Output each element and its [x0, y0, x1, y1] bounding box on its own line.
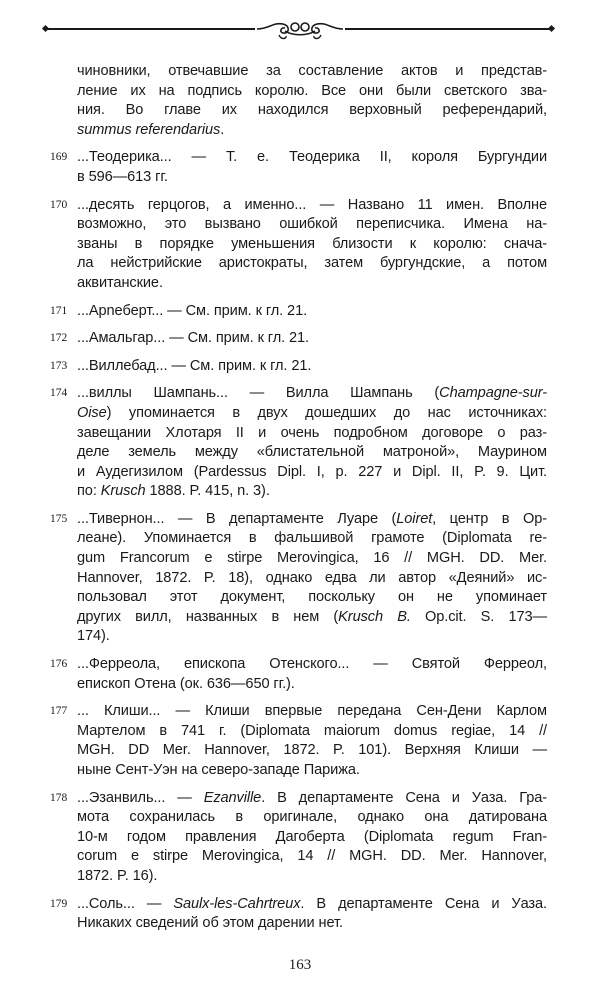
- text-line: [77, 82, 547, 102]
- text-line: [77, 215, 547, 235]
- footnote: [50, 895, 547, 934]
- text-run: ла нейстрийские аристократы, затем бургундские, а потом: [77, 255, 547, 272]
- text-run: Op.cit. S. 173—: [410, 608, 548, 625]
- text-run: ...Тивернон... — В департаменте Луаре (: [77, 510, 397, 527]
- text-run: 174).: [77, 628, 110, 645]
- text-line: [77, 867, 547, 887]
- footnote: [50, 302, 547, 322]
- text-run: , центр в Ор-: [432, 510, 547, 527]
- footnote: [50, 702, 547, 780]
- text-run: ...Амальгар... — См. прим. к гл. 21.: [77, 330, 310, 347]
- text-run: и Аудегизилом (Pardessus Dipl. I, p. 227 и Dipl. II, P. 9. Цит.: [77, 463, 547, 480]
- text-line: [77, 357, 547, 377]
- footnote: [50, 655, 547, 694]
- text-line: [77, 443, 547, 463]
- footnote-number: 169: [50, 151, 68, 164]
- text-line: [77, 235, 547, 255]
- italic-text: Saulx-les-Cahrtreux: [173, 895, 301, 912]
- rule-end-left: [42, 25, 49, 32]
- text-run: ) упоминается в двух дошедших до нас источниках:: [106, 404, 547, 421]
- text-line: [77, 608, 547, 628]
- text-run: ...Эзанвиль... —: [77, 789, 204, 806]
- text-run: corum e stirpe Merovingica, 14 // MGH. DD. Mer. Hannover,: [77, 848, 547, 865]
- text-run: леане). Упоминается в фальшивой грамоте (Diplomata re-: [77, 530, 547, 547]
- text-line: [77, 148, 547, 168]
- footnote-number: 175: [50, 512, 68, 525]
- text-run: ...Арneберт... — См. прим. к гл. 21.: [77, 302, 308, 319]
- text-run: других вилл, названных в нем (: [77, 608, 339, 625]
- text-line: [77, 914, 547, 934]
- footnote-number: 179: [50, 897, 68, 910]
- text-line: [77, 702, 547, 722]
- text-run: чиновники, отвечавшие за составление актов и представ-: [77, 63, 547, 79]
- text-line: [77, 274, 547, 294]
- text-run: . В департаменте Сена и Уаза.: [300, 895, 547, 912]
- text-line: [77, 588, 547, 608]
- text-run: деле земель между «блистательной матроной», Маурином: [77, 444, 547, 461]
- footnote: [50, 196, 547, 294]
- text-run: ...Соль... —: [77, 895, 174, 912]
- text-line: [77, 761, 547, 781]
- italic-text: Ezanville: [203, 789, 262, 806]
- text-line: [77, 741, 547, 761]
- text-run: ...виллы Шампань... — Вилла Шампань (: [77, 385, 440, 402]
- italic-text: Oise: [77, 404, 107, 421]
- text-run: .: [220, 121, 225, 138]
- notes-column: [50, 62, 548, 942]
- text-run: по:: [77, 483, 101, 500]
- text-line: [77, 895, 547, 915]
- footnote: [50, 510, 548, 647]
- text-run: пользовал этот документ, поскольку он не упоминает: [77, 589, 547, 606]
- italic-text: summus referendarius: [77, 121, 221, 138]
- italic-text: Krusch B.: [338, 608, 411, 625]
- text-line: [77, 404, 547, 424]
- text-line: [77, 384, 547, 404]
- text-line: [77, 62, 547, 82]
- footnote-number: 173: [50, 359, 68, 372]
- text-run: Никаких сведений об этом дарении нет.: [77, 915, 343, 932]
- text-run: мота сохранилась в оригинале, однако она датирована: [77, 809, 547, 826]
- text-line: [77, 655, 547, 675]
- text-line: [77, 424, 547, 444]
- text-run: ... Клиши... — Клиши впервые передана Сен-Дени Карлом: [77, 703, 547, 720]
- text-run: в 596—613 гг.: [77, 168, 168, 185]
- text-run: ...Виллебад... — См. прим. к гл. 21.: [77, 357, 312, 374]
- footnote-number: 177: [50, 705, 68, 718]
- text-line: [77, 847, 547, 867]
- text-line: [77, 482, 547, 502]
- text-line: [77, 828, 547, 848]
- intro-paragraph: [77, 62, 547, 140]
- footnote-number: 170: [50, 198, 68, 211]
- footnote: [50, 789, 547, 887]
- text-line: [77, 722, 547, 742]
- text-line: [77, 627, 547, 647]
- text-line: [77, 510, 547, 530]
- footnote: [50, 329, 547, 349]
- text-line: [77, 302, 547, 322]
- text-run: gum Francorum e stirpe Merovingica, 16 // MGH. DD. Mer.: [77, 550, 547, 567]
- text-run: ...десять герцогов, а именно... — Названо 11 имен. Вполне: [77, 196, 547, 213]
- text-run: . В департаменте Сена и Уаза. Гра-: [261, 789, 547, 806]
- text-run: MGH. DD Mer. Hannover, 1872. P. 101). Верхняя Клиши —: [77, 742, 547, 759]
- text-run: 1888. P. 415, n. 3).: [145, 483, 270, 500]
- text-run: Hannover, 1872. P. 18), однако едва ли автор «Деяний» ис-: [77, 569, 547, 586]
- text-run: аквитанские.: [77, 274, 163, 291]
- footnote: [50, 357, 547, 377]
- text-run: ныне Сент-Уэн на северо-западе Парижа.: [77, 762, 360, 778]
- text-run: возможно, это вызвано ошибкой переписчика. Имена на-: [77, 216, 547, 233]
- text-run: завещании Хлотаря II и очень подробном договоре о раз-: [77, 424, 547, 441]
- footnote-number: 171: [50, 304, 68, 317]
- italic-text: Loiret: [396, 510, 433, 527]
- page-number: 163: [288, 957, 312, 973]
- text-run: Мартелом в 741 г. (Diplomata maiorum domus regiae, 14 //: [77, 722, 547, 739]
- footnote: [50, 384, 547, 502]
- text-run: ...Теодерика... — Т. е. Теодерика II, короля Бургундии: [77, 149, 547, 166]
- footnote-number: 172: [50, 332, 68, 345]
- footnote-number: 176: [50, 658, 68, 671]
- text-run: 1872. P. 16).: [77, 867, 158, 884]
- text-line: [77, 569, 547, 589]
- text-line: [77, 789, 547, 809]
- italic-text: Champagne-sur-: [439, 385, 547, 402]
- text-run: епископ Отена (ок. 636—650 гг.).: [77, 675, 295, 692]
- text-line: [77, 168, 547, 188]
- text-line: [77, 196, 547, 216]
- text-run: ния. Во главе их находился верховный референдарий,: [77, 102, 547, 119]
- text-line: [77, 675, 547, 695]
- footnote: [50, 148, 547, 187]
- text-line: [77, 463, 547, 483]
- text-line: [77, 549, 547, 569]
- text-line: [77, 101, 547, 121]
- header-ornament-icon: [255, 16, 345, 42]
- text-line: [77, 254, 547, 274]
- text-line: [77, 329, 547, 349]
- text-run: ление их на подпись королю. Все они были светского зва-: [77, 82, 547, 99]
- text-run: 10-м годом правления Дагоберта (Diplomata regum Fran-: [77, 828, 547, 845]
- footnote-number: 178: [50, 791, 68, 804]
- text-line: [77, 121, 547, 141]
- text-run: ...Ферреола, епископа Отенского... — Святой Ферреол,: [77, 656, 547, 673]
- footnote-number: 174: [50, 387, 68, 400]
- italic-text: Krusch: [100, 483, 146, 500]
- text-line: [77, 529, 547, 549]
- text-line: [77, 808, 547, 828]
- text-run: званы в порядке уменьшения близости к королю: снача-: [77, 235, 547, 252]
- rule-end-right: [548, 25, 555, 32]
